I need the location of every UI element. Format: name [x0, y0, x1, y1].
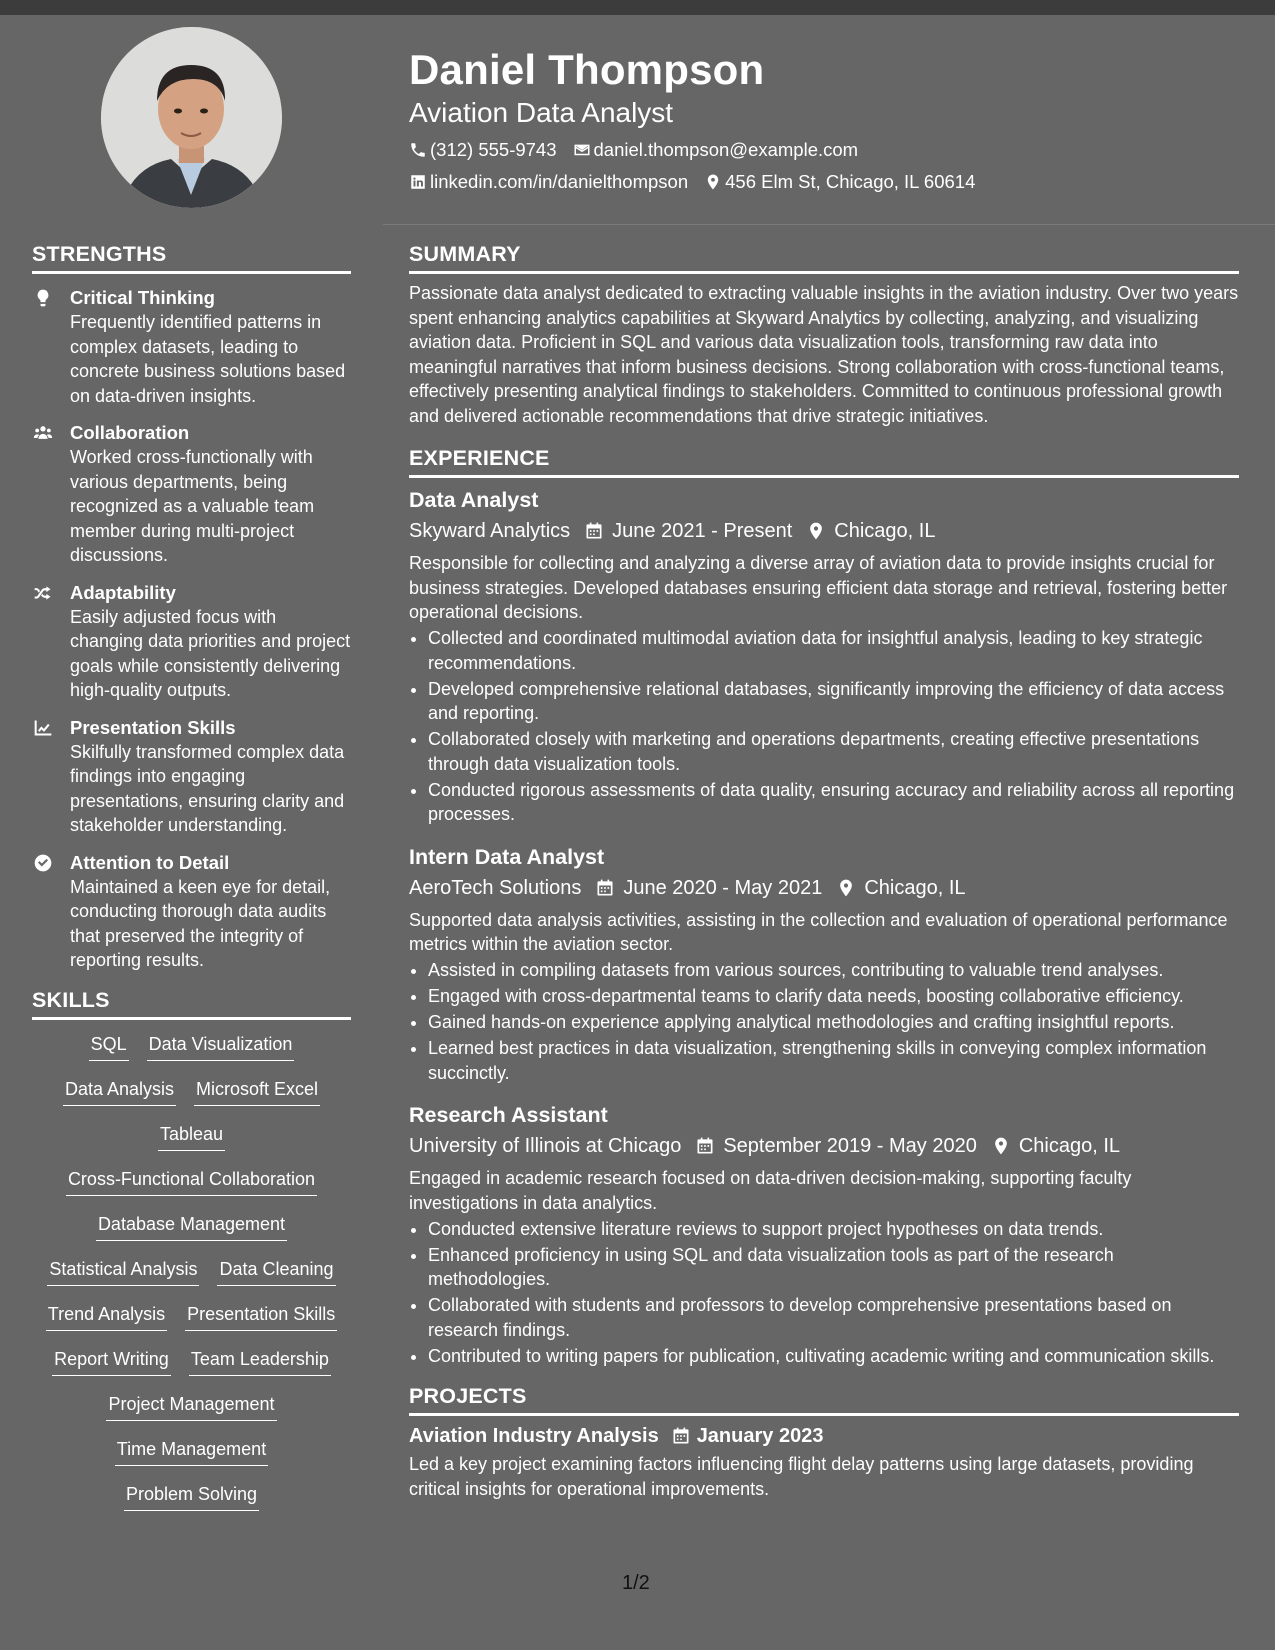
skills-row: [32, 1347, 351, 1392]
email-text: daniel.thompson@example.com: [593, 139, 859, 160]
job-bullet: • Gained hands-on experience applying analytical methodologies and crafting insightful reports.: [428, 1010, 1239, 1035]
job-meta: [409, 1132, 1239, 1160]
job-location: Chicago, IL: [864, 876, 966, 899]
job-bullet: • Learned best practices in data visualization, strengthening skills in conveying complex information succinctly.: [428, 1036, 1239, 1085]
job-description: Responsible for collecting and analyzing a diverse array of aviation data to provide insights crucial for business strategies. Developed databases ensuring efficient data storage and retrieval, fostering better operational decisions.: [409, 553, 1228, 622]
strength-title: Presentation Skills: [70, 716, 236, 738]
left-column: [32, 240, 351, 1527]
skill-tag: Presentation Skills: [185, 1302, 337, 1331]
skill-tag: Data Analysis: [63, 1077, 176, 1106]
job-description: Supported data analysis activities, assisting in the collection and evaluation of operational performance metrics within the aviation sector.: [409, 909, 1228, 954]
job-entry: [409, 1101, 1239, 1368]
strength-title: Critical Thinking: [70, 287, 215, 308]
strength-title: Attention to Detail: [70, 851, 230, 873]
job-bullet: • Engaged with cross-departmental teams to clarify data needs, boosting collaborative efficiency.: [428, 984, 1239, 1009]
skills-row: [32, 1077, 351, 1122]
job-location: Chicago, IL: [1018, 1135, 1121, 1157]
skill-tag: Data Visualization: [147, 1032, 295, 1061]
job-bullet: • Contributed to writing papers for publication, cultivating academic writing and communication skills.: [428, 1344, 1239, 1369]
map-pin-icon: [704, 173, 722, 191]
shuffle-icon: [32, 583, 54, 603]
skill-tag: Trend Analysis: [46, 1302, 167, 1331]
lightbulb-icon: [32, 288, 54, 308]
section-divider: [409, 475, 1239, 478]
resume-header: [409, 42, 1239, 194]
linkedin-contact[interactable]: [409, 170, 688, 194]
skill-tag: Report Writing: [52, 1347, 171, 1376]
skills-row: [32, 1212, 351, 1257]
strength-item: [32, 851, 351, 973]
project-title: Aviation Industry Analysis: [409, 1425, 659, 1447]
strength-title: Adaptability: [70, 581, 176, 603]
section-divider: [409, 271, 1239, 274]
skill-tag: Microsoft Excel: [194, 1077, 320, 1106]
candidate-name: Daniel Thompson: [409, 46, 765, 93]
job-bullet: • Assisted in compiling datasets from various sources, contributing to valuable trend analyses.: [428, 958, 1239, 983]
skills-row: [32, 1437, 351, 1482]
users-icon: [32, 423, 54, 443]
job-title: Intern Data Analyst: [409, 844, 605, 869]
skill-tag: Project Management: [106, 1392, 276, 1421]
project-title-row: [409, 1422, 1239, 1450]
linkedin-icon: [409, 173, 427, 191]
job-dates-wrap: [695, 1132, 977, 1160]
email-contact[interactable]: [573, 138, 859, 162]
skill-tag: Problem Solving: [124, 1482, 259, 1511]
job-dates: June 2020 - May 2021: [623, 876, 823, 899]
envelope-icon: [573, 141, 591, 159]
job-bullets: [409, 1217, 1239, 1369]
job-meta: [409, 517, 1239, 545]
job-company: AeroTech Solutions: [409, 876, 582, 899]
strengths-list: [32, 286, 351, 973]
phone-text: (312) 555-9743: [430, 139, 557, 160]
contact-row-2: [409, 170, 1239, 194]
job-description: Engaged in academic research focused on data-driven decision-making, supporting faculty investigations in data analytics.: [409, 1168, 1132, 1213]
projects-heading: PROJECTS: [409, 1384, 527, 1408]
project-description: Led a key project examining factors influencing flight delay patterns using large datasets, providing critical insights for operational improvements.: [409, 1454, 1194, 1499]
strength-item: [32, 581, 351, 703]
strength-desc: Frequently identified patterns in complex datasets, leading to concrete business solutions based on data-driven insights.: [70, 312, 346, 406]
job-bullets: [409, 626, 1239, 827]
skills-list: [32, 1032, 351, 1527]
profile-photo: [101, 27, 282, 208]
section-divider: [409, 1413, 1239, 1416]
skill-tag: Tableau: [158, 1122, 225, 1151]
job-location-wrap: [806, 517, 935, 545]
check-circle-icon: [32, 853, 54, 873]
calendar-icon: [671, 1426, 691, 1446]
job-title: Research Assistant: [409, 1103, 608, 1127]
header-divider: [383, 224, 1275, 225]
summary-text: Passionate data analyst dedicated to extracting valuable insights in the aviation industry. Over two years spent enhancing analytics capabilities at Skyward Analytics by collecting, analyzing, and visualizing aviation data. Proficient in SQL and various data visualization tools, transforming raw data into meaningful narratives that inform business decisions. Strong collaboration with cross-functional teams, effectively presenting analytical findings to stakeholders. Committed to continuous professional growth and delivered actionable recommendations that drive strategic initiatives.: [409, 283, 1239, 426]
job-bullets: [409, 958, 1239, 1085]
job-bullet: • Conducted rigorous assessments of data quality, ensuring accuracy and reliability across all reporting processes.: [428, 778, 1239, 827]
job-location-wrap: [836, 874, 965, 902]
section-divider: [32, 271, 351, 274]
skills-heading: SKILLS: [32, 987, 110, 1012]
phone-icon: [409, 141, 427, 159]
job-bullet: • Conducted extensive literature reviews to support project hypotheses on data trends.: [428, 1217, 1239, 1242]
job-dates: September 2019 - May 2020: [723, 1135, 977, 1157]
skills-row: [32, 1257, 351, 1302]
job-meta: [409, 874, 1239, 902]
skill-tag: Team Leadership: [189, 1347, 331, 1376]
strength-desc: Easily adjusted focus with changing data priorities and project goals while consistently delivering high-quality outputs.: [70, 606, 351, 700]
job-entry: [409, 843, 1239, 1086]
strength-item: [32, 716, 351, 838]
skill-tag: Data Cleaning: [217, 1257, 335, 1286]
job-location-wrap: [991, 1132, 1120, 1160]
contact-row-1: [409, 138, 1239, 162]
job-entry: [409, 486, 1239, 827]
calendar-icon: [595, 878, 615, 898]
skills-row: [32, 1392, 351, 1437]
skill-tag: Statistical Analysis: [47, 1257, 199, 1286]
strength-desc: Maintained a keen eye for detail, conducting thorough data audits that preserved the integrity of reporting results.: [70, 876, 331, 970]
map-pin-icon: [991, 1136, 1011, 1156]
strength-desc: Skilfully transformed complex data findings into engaging presentations, ensuring clarity and stakeholder understanding.: [70, 741, 345, 835]
address-text: 456 Elm St, Chicago, IL 60614: [725, 171, 976, 192]
right-column: [409, 240, 1239, 1501]
skills-row: [32, 1122, 351, 1167]
skill-tag: Database Management: [96, 1212, 287, 1241]
strength-item: [32, 286, 351, 408]
summary-heading: SUMMARY: [409, 242, 521, 266]
calendar-icon: [584, 521, 604, 541]
project-date: January 2023: [696, 1425, 824, 1447]
job-bullet: • Developed comprehensive relational databases, significantly improving the efficiency of data access and reporting.: [428, 677, 1239, 726]
skill-tag: SQL: [89, 1032, 129, 1061]
map-pin-icon: [836, 878, 856, 898]
map-pin-icon: [806, 521, 826, 541]
skills-row: [32, 1482, 351, 1527]
calendar-icon: [695, 1136, 715, 1156]
job-title: Data Analyst: [409, 488, 539, 512]
address-contact: [704, 170, 975, 194]
job-dates: June 2021 - Present: [612, 520, 793, 542]
person-portrait-icon: [101, 27, 282, 208]
skills-row: [32, 1167, 351, 1212]
job-bullet: • Collaborated with students and professors to develop comprehensive presentations based on research findings.: [428, 1293, 1239, 1342]
phone-contact[interactable]: [409, 138, 557, 162]
candidate-title: Aviation Data Analyst: [409, 97, 674, 128]
job-dates-wrap: [584, 517, 792, 545]
strength-item: [32, 421, 351, 568]
job-company: Skyward Analytics: [409, 520, 571, 542]
job-bullet: • Collaborated closely with marketing and operations departments, creating effective presentations through data visualization tools.: [428, 727, 1239, 776]
linkedin-text: linkedin.com/in/danielthompson: [430, 171, 689, 192]
strength-title: Collaboration: [70, 422, 190, 443]
strength-desc: Worked cross-functionally with various departments, being recognized as a valuable team member during multi-project discussions.: [70, 447, 315, 565]
job-company: University of Illinois at Chicago: [409, 1135, 682, 1157]
page-number: 1/2: [622, 1572, 650, 1594]
job-location: Chicago, IL: [834, 520, 936, 542]
chart-line-icon: [32, 718, 54, 738]
job-bullet: • Enhanced proficiency in using SQL and data visualization tools as part of the research methodologies.: [428, 1243, 1239, 1292]
top-bar: [0, 0, 1275, 15]
skill-tag: Time Management: [115, 1437, 268, 1466]
job-dates-wrap: [595, 874, 822, 902]
job-bullet: • Collected and coordinated multimodal aviation data for insightful analysis, leading to key strategic recommendations.: [428, 626, 1239, 675]
project-entry: [409, 1422, 1239, 1501]
skill-tag: Cross-Functional Collaboration: [66, 1167, 317, 1196]
section-divider: [32, 1017, 351, 1020]
skills-row: [32, 1302, 351, 1347]
skills-row: [32, 1032, 351, 1077]
strengths-heading: STRENGTHS: [32, 242, 167, 266]
experience-heading: EXPERIENCE: [409, 446, 550, 470]
